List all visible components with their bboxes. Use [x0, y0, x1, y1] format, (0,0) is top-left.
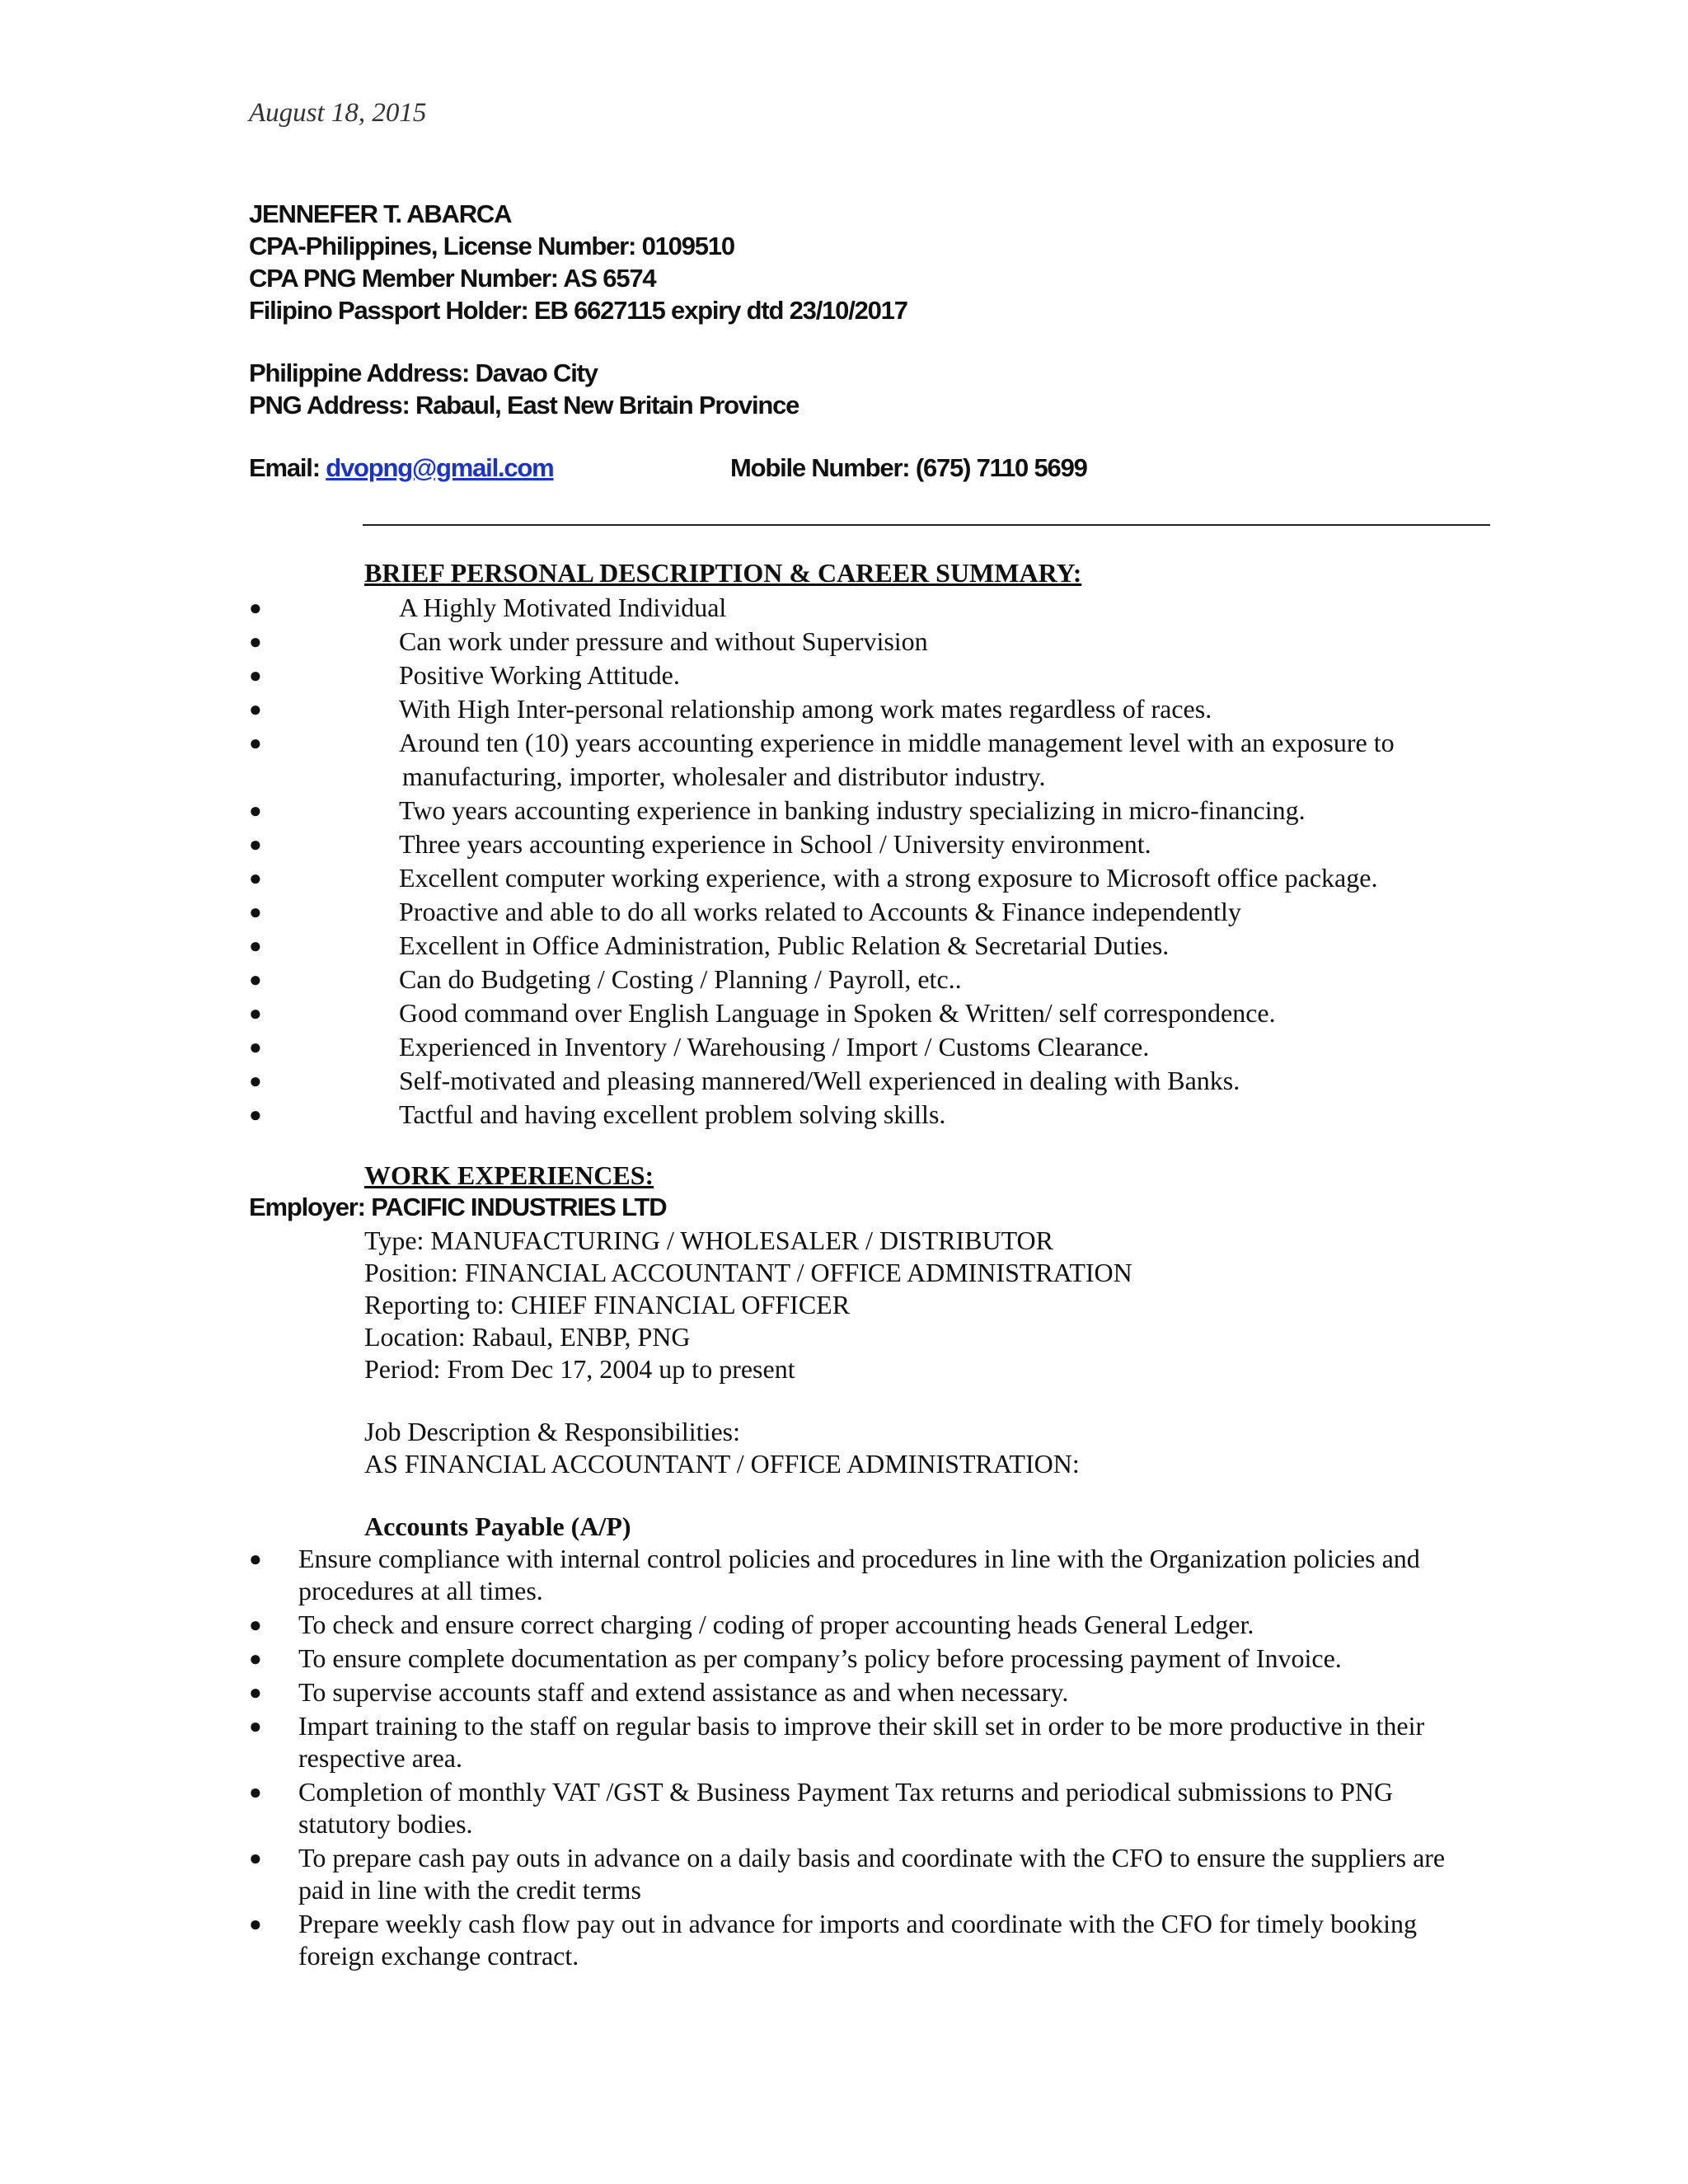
list-item: ● Proactive and able to do all works related to Accounts & Finance independently — [249, 895, 1502, 929]
work-heading: WORK EXPERIENCES: — [364, 1160, 654, 1190]
mobile-number: Mobile Number: (675) 7110 5699 — [730, 453, 1087, 482]
list-item: ● Can do Budgeting / Costing / Planning / Payroll, etc.. — [249, 963, 1502, 996]
bullet-icon: ● — [249, 697, 262, 721]
job-period: Period: From Dec 17, 2004 up to present — [364, 1354, 795, 1384]
license-number: CPA-Philippines, License Number: 0109510 — [249, 232, 734, 260]
job-location: Location: Rabaul, ENBP, PNG — [364, 1322, 691, 1352]
list-item: ● A Highly Motivated Individual — [249, 591, 1502, 625]
list-item: ● Excellent computer working experience, with a strong exposure to Microsoft office package. — [249, 861, 1502, 895]
member-number: CPA PNG Member Number: AS 6574 — [249, 264, 656, 293]
list-item-continuation: manufacturing, importer, wholesaler and distributor industry. — [402, 762, 1046, 791]
bullet-icon: ● — [249, 799, 262, 823]
summary-heading: BRIEF PERSONAL DESCRIPTION & CAREER SUMMARY: — [364, 558, 1082, 588]
bullet-icon: ● — [249, 1846, 262, 1870]
list-item: ● Ensure compliance with internal control policies and procedures in line with the Organization policies and procedures at all times. — [249, 1544, 1420, 1605]
job-desc-label: Job Description & Responsibilities: — [364, 1417, 740, 1446]
contact-line — [249, 452, 1087, 484]
list-item: ● Two years accounting experience in banking industry specializing in micro-financing. — [249, 794, 1502, 827]
bullet-icon: ● — [249, 1647, 262, 1671]
bullet-icon: ● — [249, 866, 262, 890]
bullet-icon: ● — [249, 1547, 262, 1571]
header-block — [249, 198, 907, 326]
list-item: ● With High Inter-personal relationship among work mates regardless of races. — [249, 692, 1502, 726]
list-item: ● Experienced in Inventory / Warehousing / Import / Customs Clearance. — [249, 1030, 1502, 1064]
bullet-icon: ● — [249, 832, 262, 856]
list-item: ● Prepare weekly cash flow pay out in advance for imports and coordinate with the CFO for timely booking foreign exchange contract. — [249, 1909, 1417, 1971]
list-item: ● To check and ensure correct charging / coding of proper accounting heads General Ledger. — [249, 1610, 1254, 1639]
list-item: ● Excellent in Office Administration, Public Relation & Secretarial Duties. — [249, 929, 1502, 963]
job-desc-title: AS FINANCIAL ACCOUNTANT / OFFICE ADMINISTRATION: — [364, 1449, 1080, 1479]
divider-line — [363, 524, 1490, 526]
list-item: ● Impart training to the staff on regular basis to improve their skill set in order to be more productive in their respective area. — [249, 1711, 1425, 1773]
list-item: ● Three years accounting experience in School / University environment. — [249, 827, 1502, 861]
list-item: ● Around ten (10) years accounting experience in middle management level with an exposure to manufacturing, importer, wholesaler and distributor industry. — [249, 726, 1502, 794]
bullet-icon: ● — [249, 1103, 262, 1127]
bullet-icon: ● — [249, 1035, 262, 1059]
list-item: ● Tactful and having excellent problem solving skills. — [249, 1098, 1502, 1132]
email-label: Email: — [249, 453, 320, 482]
job-description — [364, 1416, 1080, 1480]
job-type: Type: MANUFACTURING / WHOLESALER / DISTRIBUTOR — [364, 1226, 1053, 1255]
bullet-icon: ● — [249, 1714, 262, 1738]
passport-info: Filipino Passport Holder: EB 6627115 expiry dtd 23/10/2017 — [249, 296, 907, 325]
list-item: ● To prepare cash pay outs in advance on a daily basis and coordinate with the CFO to ensure the suppliers are paid in line with the credit terms — [249, 1843, 1446, 1905]
list-item: ● To ensure complete documentation as per company’s policy before processing payment of Invoice. — [249, 1643, 1342, 1673]
bullet-icon: ● — [249, 630, 262, 654]
job-position: Position: FINANCIAL ACCOUNTANT / OFFICE ADMINISTRATION — [364, 1258, 1132, 1287]
email-link[interactable]: dvopng@gmail.com — [326, 453, 554, 482]
accounts-payable-heading: Accounts Payable (A/P) — [364, 1511, 631, 1541]
bullet-icon: ● — [249, 934, 262, 958]
bullet-icon: ● — [249, 663, 262, 687]
applicant-name: JENNEFER T. ABARCA — [249, 199, 512, 228]
accounts-payable-list — [249, 1543, 1452, 1974]
bullet-icon: ● — [249, 968, 262, 991]
bullet-icon: ● — [249, 900, 262, 924]
bullet-icon: ● — [249, 1780, 262, 1804]
bullet-icon: ● — [249, 1912, 262, 1936]
philippine-address: Philippine Address: Davao City — [249, 359, 598, 387]
summary-list — [249, 591, 1502, 1132]
list-item: ● Positive Working Attitude. — [249, 658, 1502, 692]
list-item: ● Self-motivated and pleasing mannered/Well experienced in dealing with Banks. — [249, 1064, 1502, 1098]
bullet-icon: ● — [249, 1680, 262, 1704]
letter-date: August 18, 2015 — [249, 98, 427, 128]
list-item: ● Can work under pressure and without Supervision — [249, 625, 1502, 658]
job-details — [364, 1225, 1132, 1385]
employer-name: Employer: PACIFIC INDUSTRIES LTD — [249, 1193, 667, 1221]
job-reporting: Reporting to: CHIEF FINANCIAL OFFICER — [364, 1290, 851, 1319]
list-item: ● Good command over English Language in Spoken & Written/ self correspondence. — [249, 996, 1502, 1030]
bullet-icon: ● — [249, 1613, 262, 1637]
address-block — [249, 357, 799, 421]
bullet-icon: ● — [249, 731, 262, 755]
bullet-icon: ● — [249, 1001, 262, 1025]
list-item: ● To supervise accounts staff and extend assistance as and when necessary. — [249, 1677, 1069, 1707]
bullet-icon: ● — [249, 596, 262, 620]
list-item: ● Completion of monthly VAT /GST & Business Payment Tax returns and periodical submissions to PNG statutory bodies. — [249, 1777, 1394, 1839]
png-address: PNG Address: Rabaul, East New Britain Province — [249, 391, 799, 419]
bullet-icon: ● — [249, 1069, 262, 1093]
